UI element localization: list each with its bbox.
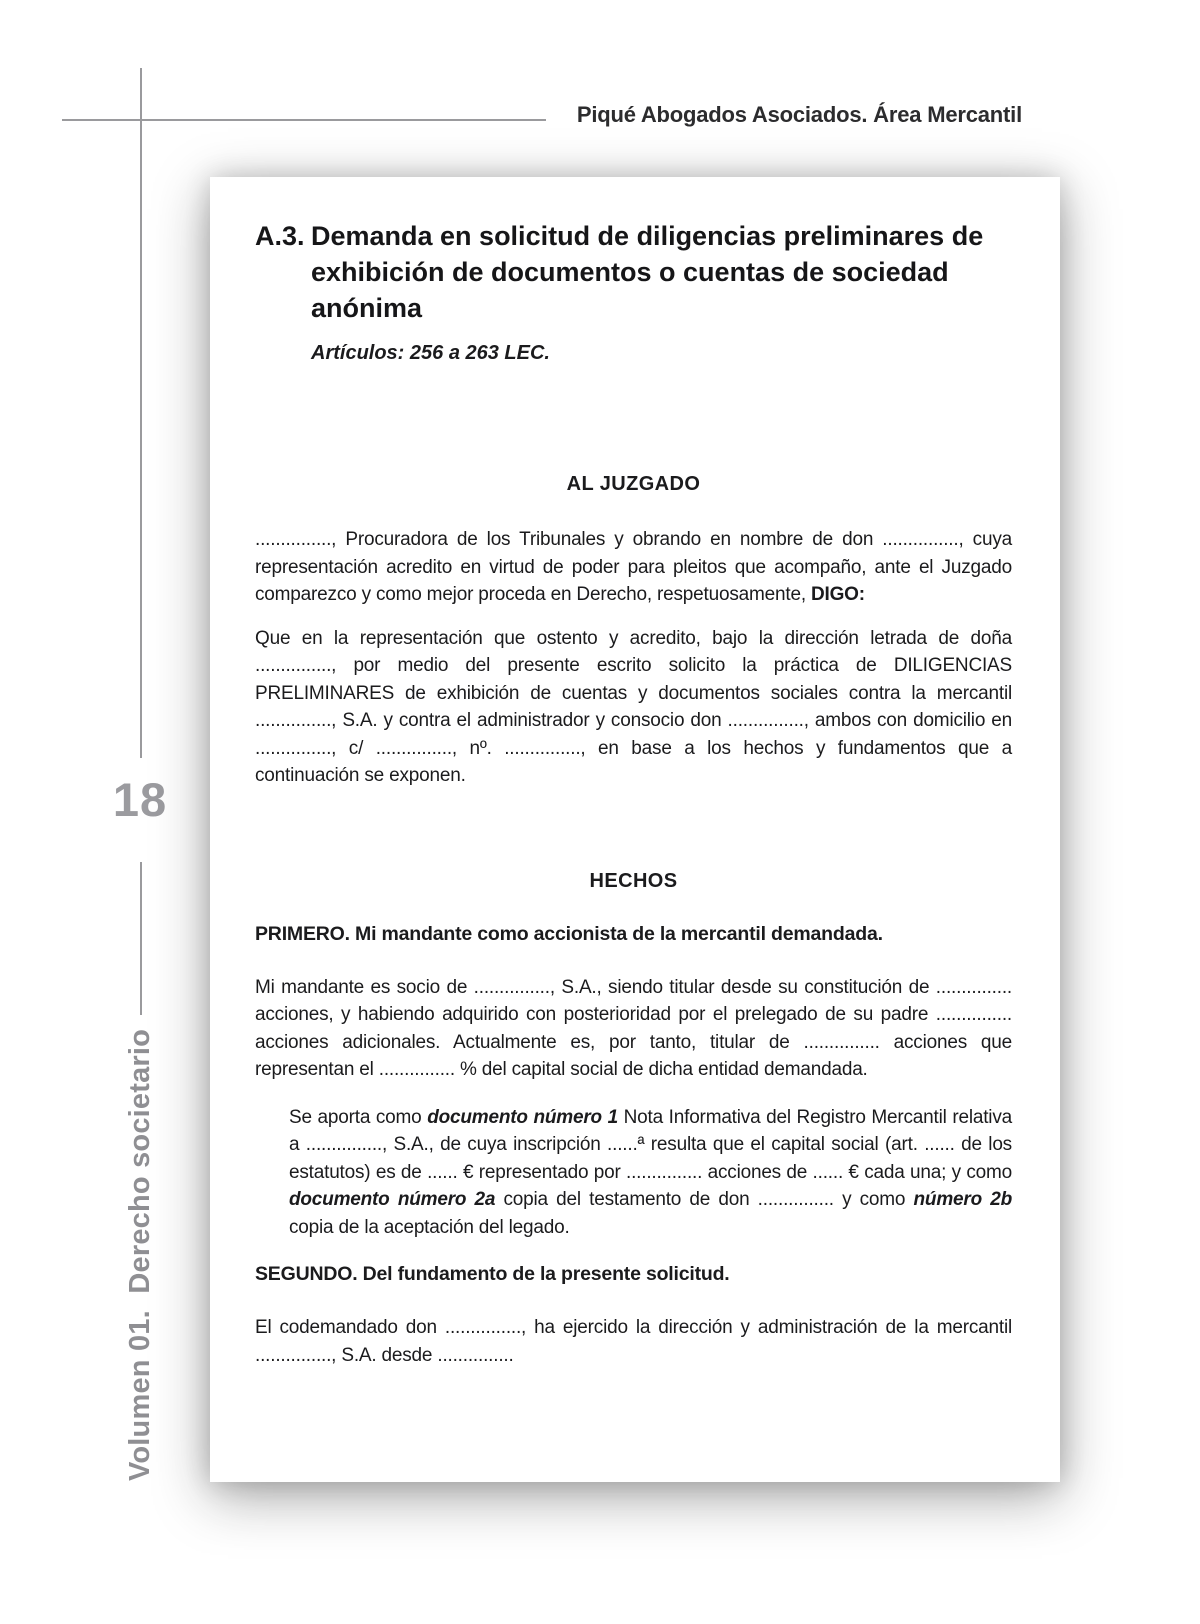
margin-rule-top [140, 68, 142, 758]
volume-label: Volumen 01. Derecho societario [124, 1028, 156, 1481]
text-segment: DIGO: [810, 584, 865, 605]
fact-second-paragraph [255, 1314, 1012, 1369]
text-segment: documento número 1 [427, 1106, 618, 1128]
request-paragraph [255, 625, 1012, 790]
text-segment: copia de la aceptación del legado. [289, 1216, 570, 1238]
fact-first-paragraph [255, 974, 1012, 1084]
text-segment: ..............., Procuradora de los Tribunales y obrando en nombre de don ..............., cuya representación acredito en virtud de poder para pleitos que acompaño, ante el Juzgado comparezco y como mejor proceda en Derecho, respetuosamente, [255, 529, 1012, 605]
document-title [255, 218, 1012, 326]
running-header: Piqué Abogados Asociados. Área Mercantil [576, 102, 1022, 127]
text-segment: documento número 2a [289, 1189, 496, 1210]
text-segment: copia del testamento de don ............... y como [495, 1189, 914, 1210]
fact-second-heading: SEGUNDO. Del fundamento de la presente solicitud. [255, 1263, 730, 1285]
section-number: A.3. [255, 221, 305, 251]
header-rule [62, 119, 546, 121]
facts-heading: HECHOS [589, 869, 678, 892]
fact-first-evidence-paragraph [289, 1104, 1012, 1242]
section-title: Demanda en solicitud de diligencias preliminares de exhibición de documentos o cuentas de sociedad anónima [311, 221, 984, 323]
text-segment: número 2b [913, 1189, 1012, 1210]
articles-reference: Artículos: 256 a 263 LEC. [311, 342, 550, 364]
document-sheet [210, 177, 1060, 1482]
margin-rule-middle [140, 862, 142, 1015]
text-segment: Mi mandante es socio de ..............., S.A., siendo titular desde su constitución de ............... acciones, y habiendo adquirido con posterioridad por el prelegado de su padre ............... acciones adicionales. Actualmente es, por tanto, titular de ............... acciones que representan el ............... % del capital social de dicha entidad demandada. [255, 976, 1012, 1080]
intro-paragraph [255, 526, 1012, 609]
text-segment: Que en la representación que ostento y acredito, bajo la dirección letrada de doña ..............., por medio del presente escrito solicito la práctica de DILIGENCIAS PRELIMINARES de exhibición de cuentas y documentos sociales contra la mercantil ..............., S.A. y contra el administrador y consocio don ..............., ambos con domicilio en ..............., c/ ..............., nº. ..............., en base a los hechos y fundamentos que a continuación se exponen. [255, 627, 1012, 786]
court-heading: AL JUZGADO [566, 473, 701, 495]
fact-first-heading: PRIMERO. Mi mandante como accionista de la mercantil demandada. [255, 922, 883, 945]
page-number: 18 [112, 773, 168, 826]
text-segment: Nota Informativa del Registro Mercantil relativa a ..............., S.A., de cuya inscripción ......ª resulta que el capital social (art. ...... de los estatutos) es de ...... € representado por ............... acciones de ...... € cada una; y como [289, 1106, 1012, 1183]
text-segment: Se aporta como [289, 1106, 428, 1128]
text-segment: El codemandado don ..............., ha ejercido la dirección y administración de la mercantil ..............., S.A. desde ............... [255, 1317, 1012, 1366]
